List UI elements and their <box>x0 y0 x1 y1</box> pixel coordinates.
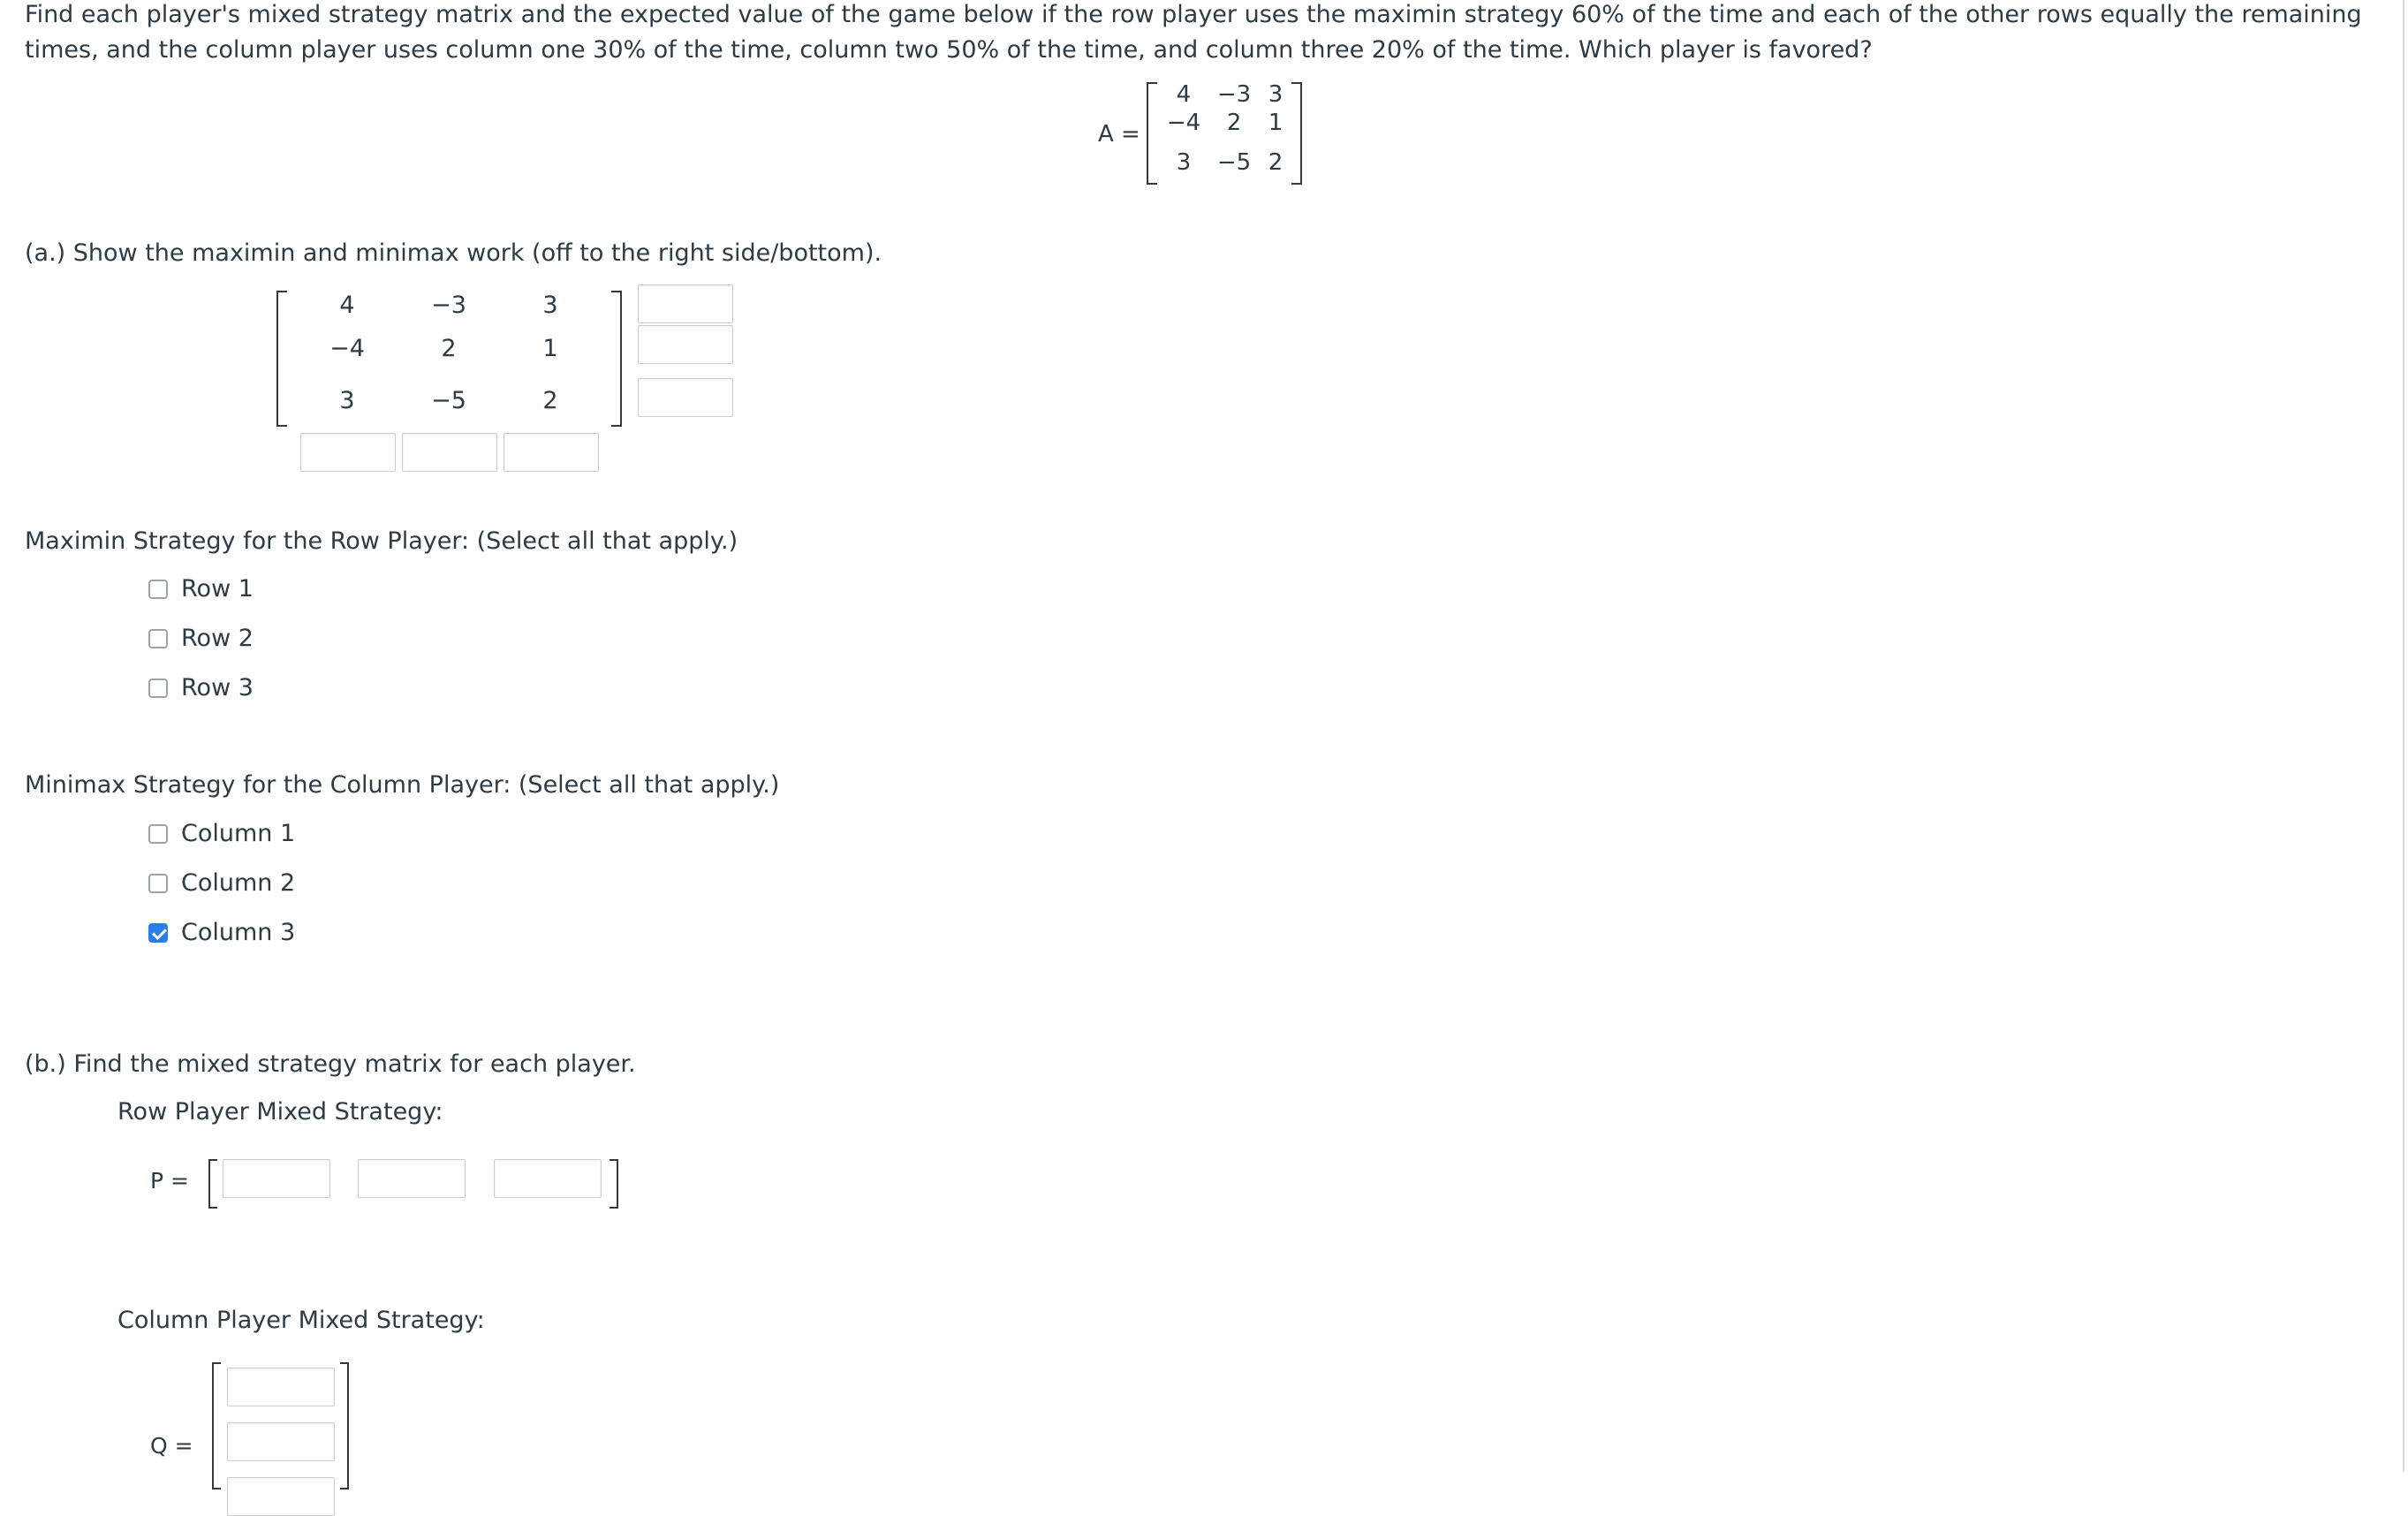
matrix-a-cell: 1 <box>1268 110 1284 136</box>
part-a-matrix-cell: 4 <box>339 292 355 319</box>
col-3-max-input[interactable] <box>504 433 599 472</box>
row-1-min-input[interactable] <box>638 284 733 323</box>
part-a-matrix-cell: 1 <box>542 335 558 362</box>
q-input-2[interactable] <box>227 1422 335 1461</box>
p-right-bracket <box>610 1159 618 1209</box>
p-input-3[interactable] <box>494 1159 602 1198</box>
minimax-column-1-checkbox[interactable] <box>148 824 168 844</box>
matrix-a-cell: −5 <box>1216 149 1252 176</box>
row-player-mixed-strategy-label: Row Player Mixed Strategy: <box>117 1098 443 1126</box>
part-a-matrix-cell: 2 <box>441 335 457 362</box>
p-left-bracket <box>208 1159 217 1209</box>
matrix-a-cell: 3 <box>1176 149 1192 176</box>
column-player-mixed-strategy-label: Column Player Mixed Strategy: <box>117 1307 485 1334</box>
matrix-a-cell: −3 <box>1216 81 1252 108</box>
question-text-line-2: times, and the column player uses column one 30% of the time, column two 50% of the time, and column three 20% of the time. Which player is favored? <box>25 36 1873 64</box>
part-a-prompt: (a.) Show the maximin and minimax work (off to the right side/bottom). <box>25 239 882 267</box>
maximin-row-2-checkbox[interactable] <box>148 629 168 648</box>
minimax-prompt: Minimax Strategy for the Column Player: (Select all that apply.) <box>25 771 780 799</box>
minimax-column-1-label[interactable]: Column 1 <box>181 820 296 847</box>
p-label: P = <box>150 1168 189 1194</box>
minimax-column-3-checkbox[interactable] <box>148 923 168 943</box>
p-input-2[interactable] <box>358 1159 466 1198</box>
matrix-a-label: A = <box>1098 121 1140 148</box>
p-input-1[interactable] <box>223 1159 330 1198</box>
col-1-max-input[interactable] <box>300 433 396 472</box>
part-a-left-bracket <box>276 291 287 427</box>
maximin-row-1-label[interactable]: Row 1 <box>181 575 254 603</box>
matrix-a-cell: 2 <box>1226 110 1242 136</box>
q-label: Q = <box>150 1433 193 1459</box>
q-left-bracket <box>212 1362 221 1489</box>
maximin-row-3-checkbox[interactable] <box>148 678 168 698</box>
part-a-right-bracket <box>611 291 622 427</box>
q-right-bracket <box>340 1362 349 1489</box>
maximin-row-2-label[interactable]: Row 2 <box>181 625 254 652</box>
part-a-matrix-cell: −3 <box>431 292 466 319</box>
part-a-matrix-cell: 3 <box>339 387 355 414</box>
q-input-3[interactable] <box>227 1477 335 1516</box>
row-3-min-input[interactable] <box>638 378 733 417</box>
col-2-max-input[interactable] <box>402 433 497 472</box>
maximin-prompt: Maximin Strategy for the Row Player: (Select all that apply.) <box>25 527 738 555</box>
part-b-prompt: (b.) Find the mixed strategy matrix for each player. <box>25 1050 636 1078</box>
minimax-column-2-label[interactable]: Column 2 <box>181 869 296 897</box>
maximin-row-3-label[interactable]: Row 3 <box>181 674 254 701</box>
matrix-a-left-bracket <box>1147 82 1157 185</box>
part-a-matrix-cell: 3 <box>542 292 558 319</box>
part-a-matrix-cell: −5 <box>431 387 466 414</box>
minimax-column-2-checkbox[interactable] <box>148 874 168 893</box>
question-text-line-1: Find each player's mixed strategy matrix and the expected value of the game below if the row player uses the maximin strategy 60% of the time and each of the other rows equally the remaining <box>25 1 2362 28</box>
maximin-row-1-checkbox[interactable] <box>148 580 168 599</box>
part-a-matrix-cell: 2 <box>542 387 558 414</box>
matrix-a-cell: 3 <box>1268 81 1284 108</box>
q-input-1[interactable] <box>227 1368 335 1406</box>
row-2-min-input[interactable] <box>638 325 733 364</box>
matrix-a-cell: 4 <box>1176 81 1192 108</box>
matrix-a-cell: −4 <box>1166 110 1201 136</box>
matrix-a-cell: 2 <box>1268 149 1284 176</box>
page-scrollbar-track <box>2403 0 2404 1472</box>
part-a-matrix-cell: −4 <box>329 335 365 362</box>
minimax-column-3-label[interactable]: Column 3 <box>181 919 296 946</box>
